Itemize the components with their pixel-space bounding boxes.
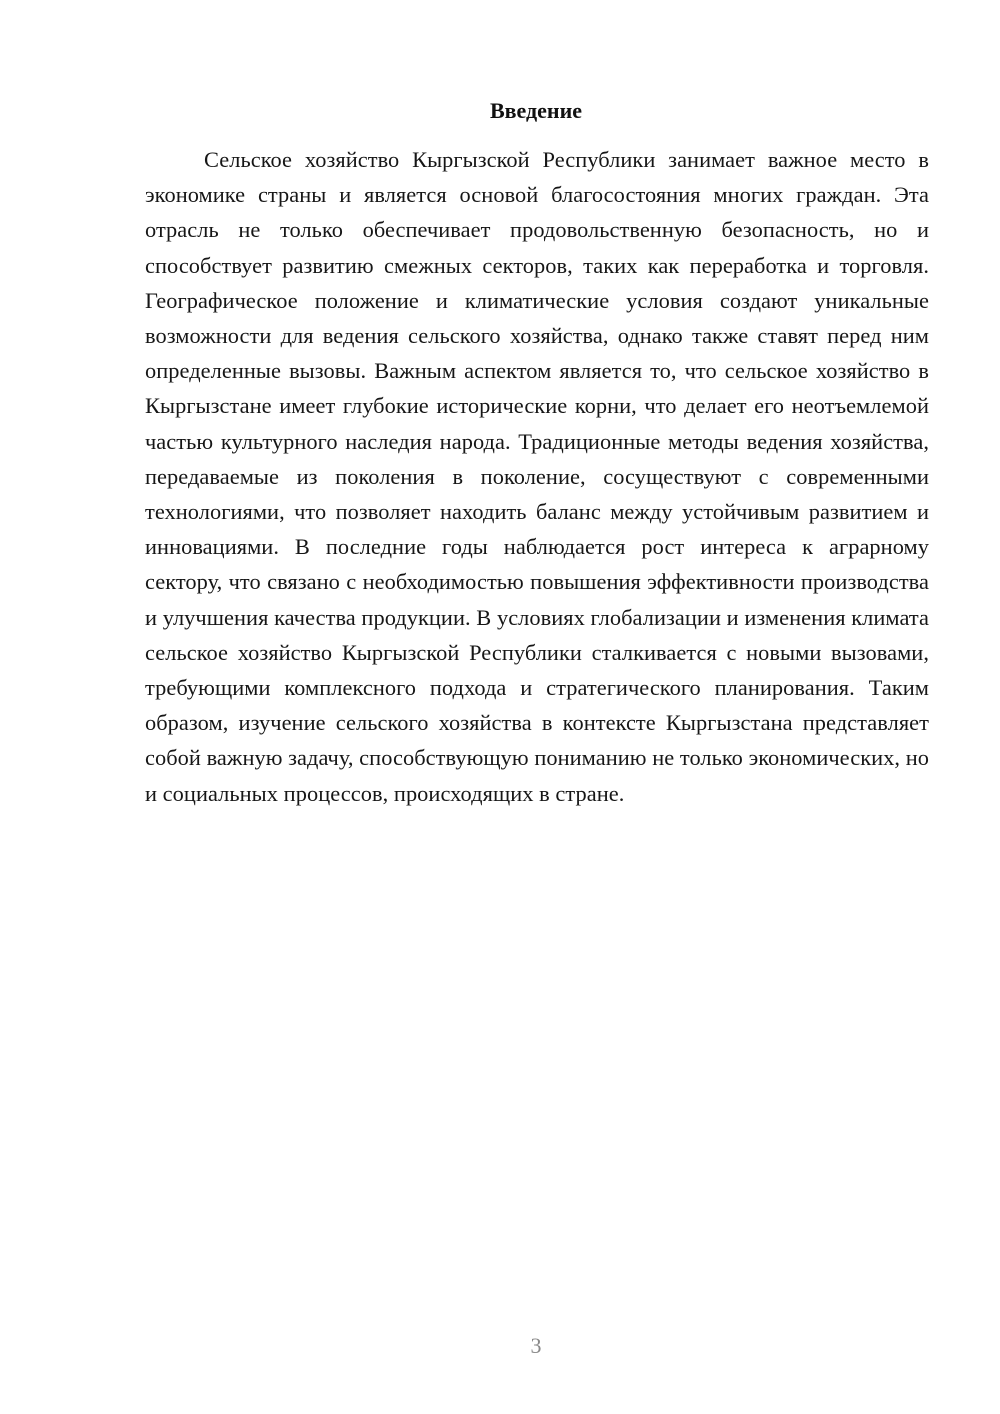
- section-heading: Введение: [489, 98, 583, 123]
- body-paragraph: Сельское хозяйство Кыргызской Республики занимает важное место в экономике страны и является основой благосостояния многих граждан. Эта отрасль не только обеспечивает продовольственную безопасность, но и способствует развитию смежных секторов, таких как переработка и торговля. Географическое положение и климатические условия создают уникальные возможности для ведения сельского хозяйства, однако также ставят перед ним определенные вызовы. Важным аспектом является то, что сельское хозяйство в Кыргызстане имеет глубокие исторические корни, что делает его неотъемлемой частью культурного наследия народа. Традиционные методы ведения хозяйства, передаваемые из поколения в поколение, сосуществуют с современными технологиями, что позволяет находить баланс между устойчивым развитием и инновациями. В последние годы наблюдается рост интереса к аграрному сектору, что связано с необходимостью повышения эффективности производства и улучшения качества продукции. В условиях глобализации и изменения климата сельское хозяйство Кыргызской Республики сталкивается с новыми вызовами, требующими комплексного подхода и стратегического планирования. Таким образом, изучение сельского хозяйства в контексте Кыргызстана представляет собой важную задачу, способствующую пониманию не только экономических, но и социальных процессов, происходящих в стране.: [145, 147, 929, 806]
- page-number: 3: [530, 1333, 542, 1358]
